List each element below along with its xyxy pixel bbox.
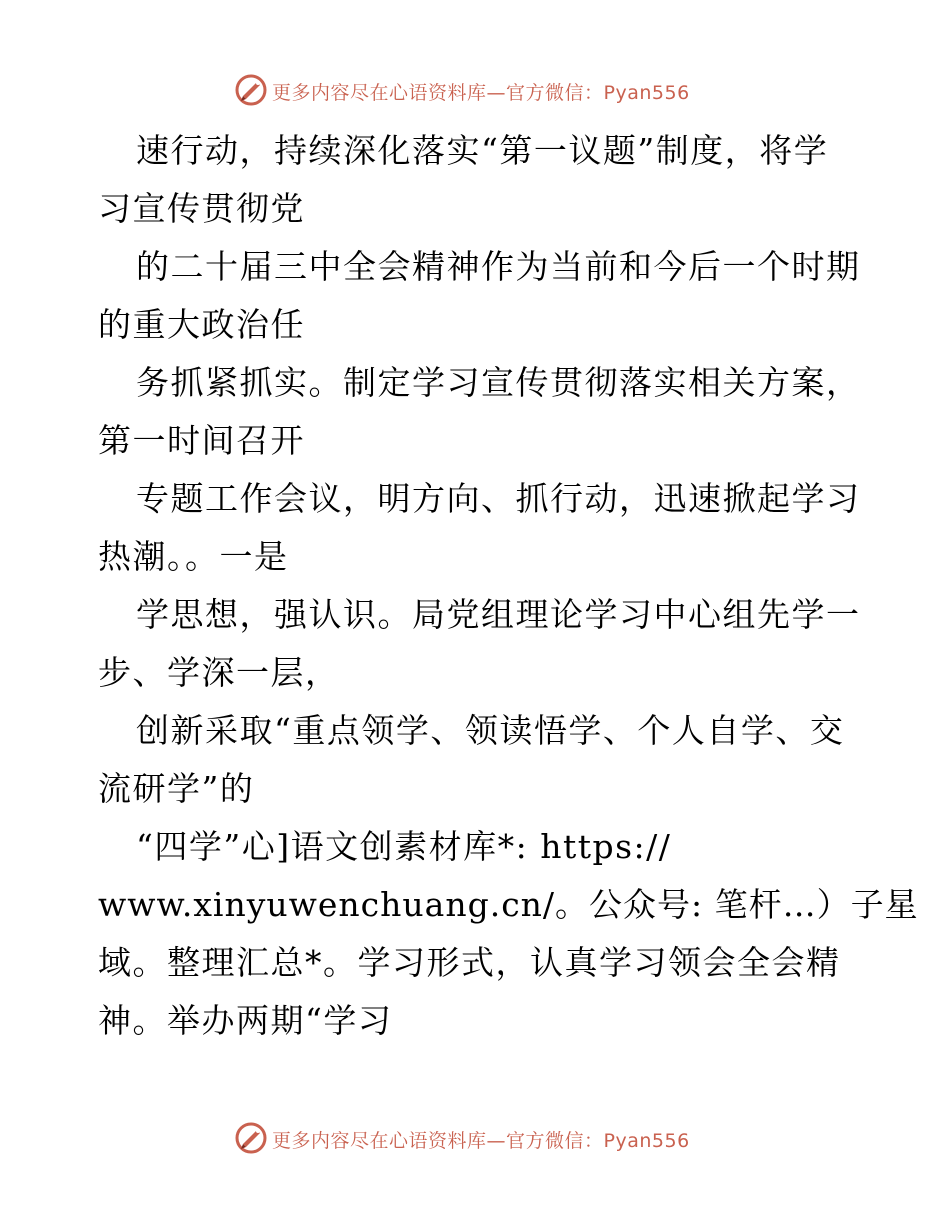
text-line: www.xinyuwenchuang.cn/。公众号: 笔杆…）子星 (98, 885, 919, 924)
text-line: 学思想，强认识。局党组理论学习中心组先学一 (136, 595, 861, 634)
pen-logo-icon (233, 72, 269, 108)
text-line: 步、学深一层， (98, 653, 340, 692)
text-line: 习宣传贯彻党 (98, 189, 305, 228)
text-line: 热潮。。一是 (98, 537, 289, 576)
footer-watermark-text: 更多内容尽在心语资料库—官方微信：Pyan556 (272, 1130, 690, 1152)
pen-logo-icon (233, 1120, 269, 1156)
text-line: 域。整理汇总*。学习形式，认真学习领会全会精 (98, 943, 841, 982)
text-line: 专题工作会议，明方向、抓行动，迅速掀起学习 (136, 479, 861, 518)
footer-watermark (0, 1120, 950, 1160)
header-watermark-text: 更多内容尽在心语资料库—官方微信：Pyan556 (272, 82, 690, 104)
text-line: 务抓紧抓实。制定学习宣传贯彻落实相关方案， (136, 363, 861, 402)
document-body (98, 122, 919, 1050)
text-line: 神。举办两期“学习 (98, 1001, 393, 1040)
text-line: 的二十届三中全会精神作为当前和今后一个时期 (136, 247, 861, 286)
text-line: 的重大政治任 (98, 305, 305, 344)
text-line: 流研学”的 (98, 769, 255, 808)
text-line: 创新采取“重点领学、领读悟学、个人自学、交 (136, 711, 845, 750)
text-line: “四学”心]语文创素材库*: https:// (136, 827, 672, 866)
text-line: 第一时间召开 (98, 421, 305, 460)
text-line: 速行动，持续深化落实“第一议题”制度，将学 (136, 131, 829, 170)
header-watermark (0, 72, 950, 112)
